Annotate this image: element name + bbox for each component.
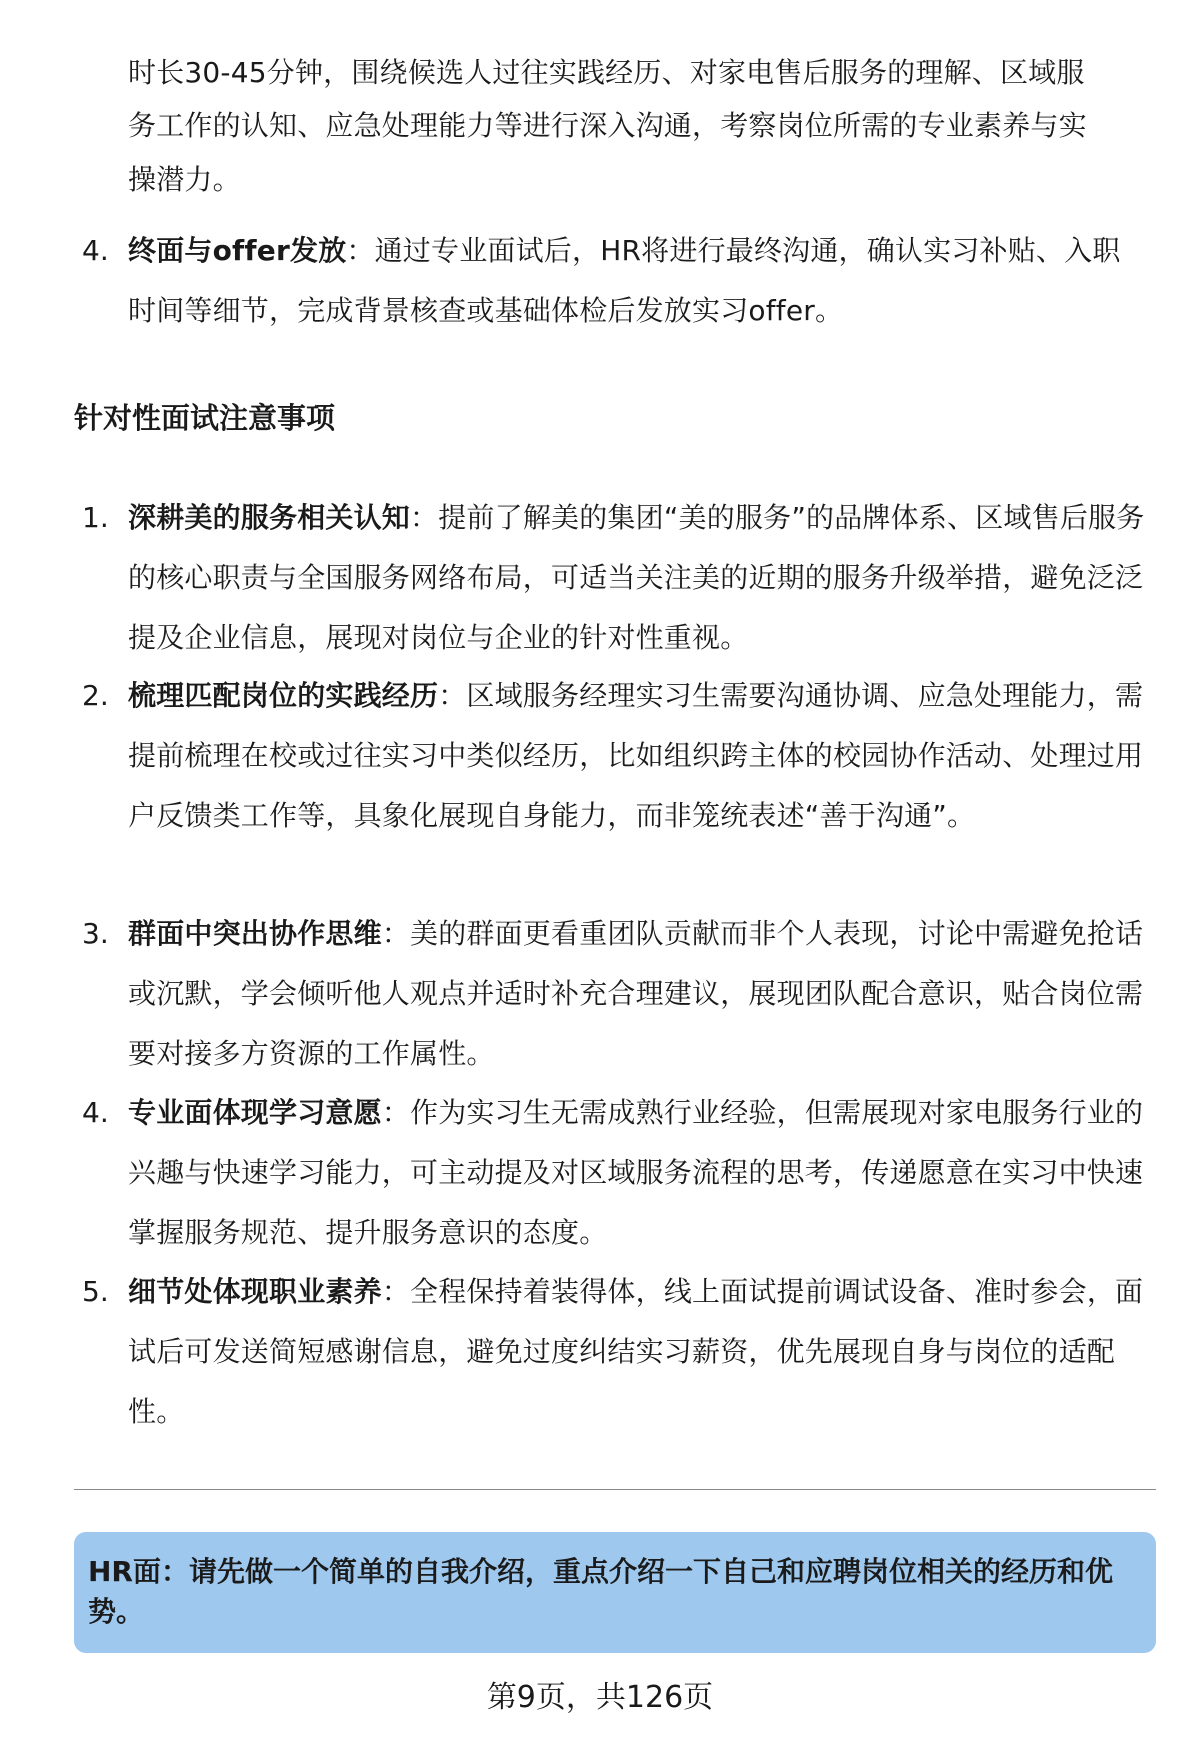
list-number: 1. — [82, 501, 109, 534]
list-item-body: 全程保持着装得体，线上面试提前调试设备、准时参会，面试后可发送简短感谢信息，避免过度纠结实习薪资，优先展现自身与岗位的适配性。 — [128, 1275, 1144, 1428]
list-item-text — [128, 1083, 1148, 1263]
list-item-separator: ： — [438, 679, 467, 712]
intro-line: 操潜力。 — [128, 163, 241, 196]
list-item-body: 通过专业面试后，HR将进行最终沟通，确认实习补贴、入职时间等细节，完成背景核查或基础体检后发放实习offer。 — [128, 234, 1121, 327]
intro-line: 时长30-45分钟，围绕候选人过往实践经历、对家电售后服务的理解、区域服 — [128, 56, 1085, 89]
list-item-title: 深耕美的服务相关认知 — [128, 501, 411, 534]
list-item-title: 终面与offer发放 — [128, 234, 347, 267]
list-item-title: 梳理匹配岗位的实践经历 — [128, 679, 439, 712]
list-number: 3. — [82, 917, 109, 950]
list-item-title: 群面中突出协作思维 — [128, 917, 382, 950]
list-item-body: 提前了解美的集团“美的服务”的品牌体系、区域售后服务的核心职责与全国服务网络布局，可适当关注美的近期的服务升级举措，避免泛泛提及企业信息，展现对岗位与企业的针对性重视。 — [128, 501, 1145, 654]
list-item-separator: ： — [346, 234, 375, 267]
list-item-separator: ： — [381, 917, 411, 950]
list-item-body: 作为实习生无需成熟行业经验，但需展现对家电服务行业的兴趣与快速学习能力，可主动提及对区域服务流程的思考，传递愿意在实习中快速掌握服务规范、提升服务意识的态度。 — [128, 1096, 1144, 1249]
list-item-separator: ： — [381, 1096, 411, 1129]
list-item-text — [128, 488, 1148, 668]
list-number: 4. — [82, 1096, 109, 1129]
list-number: 5. — [82, 1275, 109, 1308]
list-item-body: 区域服务经理实习生需要沟通协调、应急处理能力，需提前梳理在校或过往实习中类似经历，比如组织跨主体的校园协作活动、处理过用户反馈类工作等，具象化展现自身能力，而非笼统表述“善于沟通”。 — [128, 679, 1144, 832]
section-divider — [74, 1489, 1156, 1490]
list-number: 2. — [82, 679, 109, 712]
hr-question-text: HR面：请先做一个简单的自我介绍，重点介绍一下自己和应聘岗位相关的经历和优势。 — [88, 1555, 1113, 1628]
intro-line: 务工作的认知、应急处理能力等进行深入沟通，考察岗位所需的专业素养与实 — [128, 109, 1087, 142]
list-item-text — [128, 904, 1148, 1084]
list-item-text — [128, 1262, 1148, 1442]
list-item-separator: ： — [381, 1275, 411, 1308]
page-number: 第9页，共126页 — [486, 1680, 714, 1715]
section-heading: 针对性面试注意事项 — [74, 401, 336, 435]
hr-question-box — [74, 1532, 1156, 1653]
list-item-body: 美的群面更看重团队贡献而非个人表现，讨论中需避免抢话或沉默，学会倾听他人观点并适时补充合理建议，展现团队配合意识，贴合岗位需要对接多方资源的工作属性。 — [128, 917, 1144, 1070]
list-item-text — [128, 666, 1148, 846]
list-item-separator: ： — [410, 501, 439, 534]
list-item-text — [128, 221, 1148, 341]
list-item-title: 专业面体现学习意愿 — [128, 1096, 382, 1129]
list-item-title: 细节处体现职业素养 — [128, 1275, 382, 1308]
list-number: 4. — [82, 234, 109, 267]
